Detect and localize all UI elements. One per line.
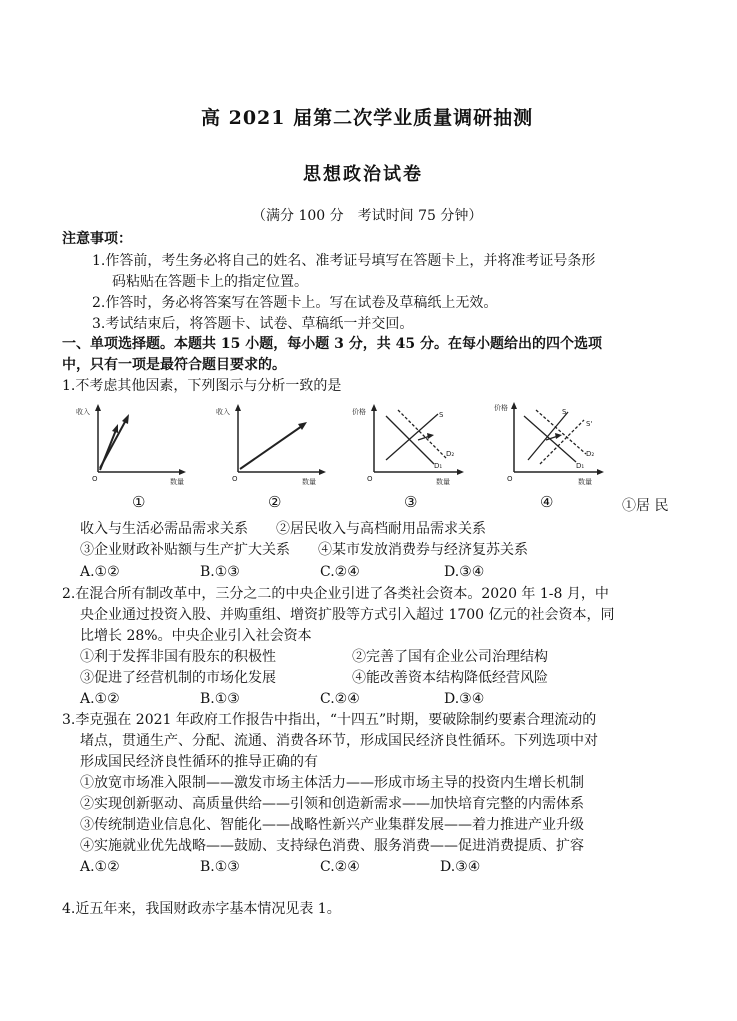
answer-option-d: D.③④ <box>444 691 485 707</box>
demand-label: D₂ <box>586 450 595 458</box>
graph-3 <box>350 402 470 496</box>
demand-label: D₁ <box>434 462 443 470</box>
graph-ylabel: 收入 <box>76 408 90 416</box>
supply-label: S' <box>586 420 593 428</box>
answer-option-a: A.①② <box>80 691 120 707</box>
graph-1 <box>70 402 190 496</box>
graph-origin: O <box>367 475 373 483</box>
section-heading: 中，只有一项是最符合题目要求的。 <box>62 357 286 373</box>
choice-item: ③促进了经营机制的市场化发展 <box>80 670 276 686</box>
question-text: 收入与生活必需品需求关系 ②居民收入与高档耐用品需求关系 <box>80 521 486 537</box>
notice-heading: 注意事项： <box>62 231 132 247</box>
notice-item: 码粘贴在答题卡上的指定位置。 <box>112 274 308 290</box>
choice-item: ②实现创新驱动、高质量供给——引领和创造新需求——加快培育完整的内需体系 <box>80 796 584 812</box>
graph-number: ② <box>268 493 282 511</box>
exam-title: 高 2021 届第二次学业质量调研抽测 <box>201 107 534 129</box>
demand-label: D₁ <box>576 462 585 470</box>
answer-option-d: D.③④ <box>444 564 485 580</box>
section-heading: 一、单项选择题。本题共 15 小题，每小题 3 分，共 45 分。在每小题给出的四个选项 <box>62 336 602 352</box>
answer-option-b: B.①③ <box>200 859 240 875</box>
question-stem: 比增长 28%。中央企业引入社会资本 <box>80 628 312 644</box>
question-stem: 形成国民经济良性循环的推导正确的有 <box>80 754 318 770</box>
choice-item: ①利于发挥非国有股东的积极性 <box>80 649 276 665</box>
graph-xlabel: 数量 <box>170 478 184 486</box>
supply-label: S <box>562 408 567 416</box>
question-stem: 4.近五年来，我国财政赤字基本情况见表 1。 <box>62 901 341 917</box>
graph-origin: O <box>92 475 98 483</box>
question-text: ①居 民 <box>622 498 669 514</box>
notice-item: 2.作答时，务必将答案写在答题卡上。写在试卷及草稿纸上无效。 <box>92 295 498 311</box>
question-stem: 堵点，贯通生产、分配、流通、消费各环节，形成国民经济良性循环。下列选项中对 <box>80 733 598 749</box>
graph-4 <box>490 398 610 496</box>
graph-2 <box>210 402 330 496</box>
subject-title: 思想政治试卷 <box>303 164 423 185</box>
graph-origin: O <box>507 475 513 483</box>
choice-item: ②完善了国有企业公司治理结构 <box>352 649 548 665</box>
graph-ylabel: 价格 <box>494 404 508 412</box>
question-text: ③企业财政补贴额与生产扩大关系 ④某市发放消费券与经济复苏关系 <box>80 542 528 558</box>
graph-number: ③ <box>404 493 418 511</box>
supply-label: S <box>439 411 444 419</box>
question-stem: 2.在混合所有制改革中，三分之二的中央企业引进了各类社会资本。2020 年 1-8 月，中 <box>62 586 609 602</box>
answer-option-d: D.③④ <box>440 859 481 875</box>
answer-option-c: C.②④ <box>320 564 360 580</box>
question-stem: 央企业通过投资入股、并购重组、增资扩股等方式引入超过 1700 亿元的社会资本，同 <box>80 607 615 623</box>
notice-item: 3.考试结束后，将答题卡、试卷、草稿纸一并交回。 <box>92 316 414 332</box>
graph-xlabel: 数量 <box>578 478 592 486</box>
answer-option-a: A.①② <box>80 564 120 580</box>
notice-item: 1.作答前，考生务必将自己的姓名、准考证号填写在答题卡上，并将准考证号条形 <box>92 253 596 269</box>
question-stem: 3.李克强在 2021 年政府工作报告中指出，“十四五”时期，要破除制约要素合理流动的 <box>62 712 597 728</box>
question-stem: 1.不考虑其他因素，下列图示与分析一致的是 <box>62 378 342 394</box>
choice-item: ④实施就业优先战略——鼓励、支持绿色消费、服务消费——促进消费提质、扩容 <box>80 838 584 854</box>
choice-item: ③传统制造业信息化、智能化——战略性新兴产业集群发展——着力推进产业升级 <box>80 817 584 833</box>
choice-item: ④能改善资本结构降低经营风险 <box>352 670 548 686</box>
graph-ylabel: 收入 <box>216 408 230 416</box>
demand-label: D₂ <box>446 450 455 458</box>
graph-ylabel: 价格 <box>352 408 366 416</box>
answer-option-c: C.②④ <box>320 691 360 707</box>
answer-option-c: C.②④ <box>320 859 360 875</box>
graph-origin: O <box>232 475 238 483</box>
answer-option-a: A.①② <box>80 859 120 875</box>
exam-meta: （满分 100 分 考试时间 75 分钟） <box>252 208 483 224</box>
graph-number: ④ <box>540 493 554 511</box>
graph-xlabel: 数量 <box>302 478 316 486</box>
graph-xlabel: 数量 <box>436 478 450 486</box>
answer-option-b: B.①③ <box>200 564 240 580</box>
answer-option-b: B.①③ <box>200 691 240 707</box>
graph-number: ① <box>132 493 146 511</box>
choice-item: ①放宽市场准入限制——激发市场主体活力——形成市场主导的投资内生增长机制 <box>80 775 584 791</box>
